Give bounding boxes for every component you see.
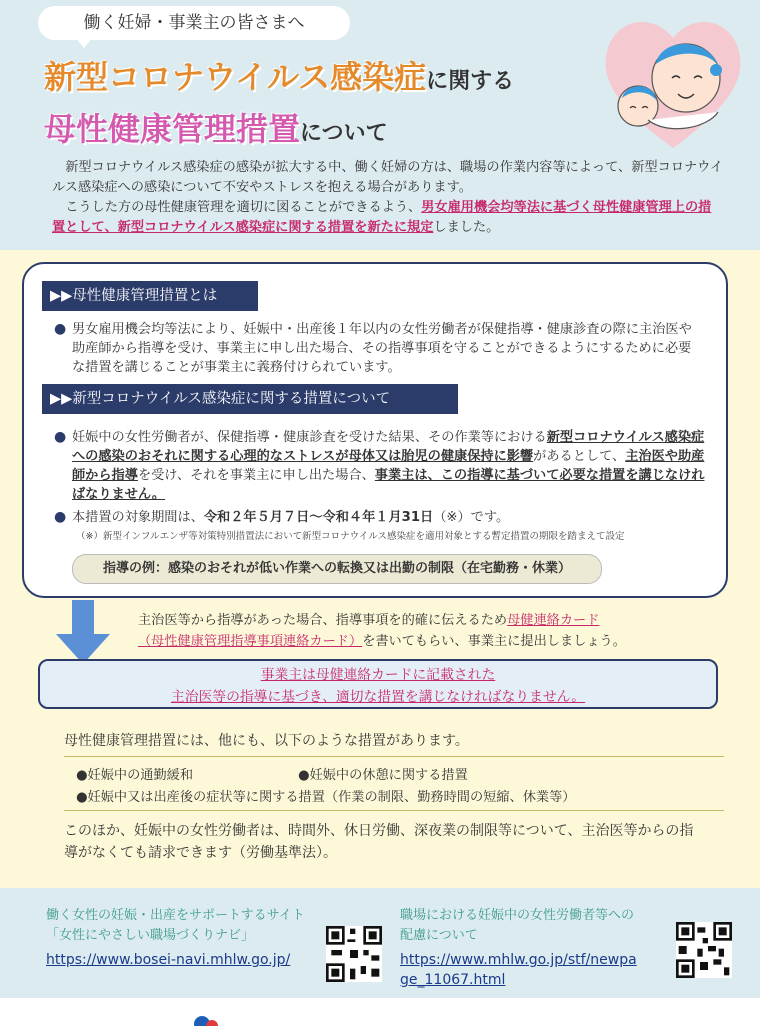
bullet-icon: ● [54,321,67,337]
intro-highlight: 男女雇用機会均等法に基づく母性健康管理上の措置として、新型コロナウイルス感染症に関する措置を新たに規定 [52,200,712,235]
title-main-pink: 母性健康管理措置 [44,110,301,148]
card-text-a: 主治医等から指導があった場合、指導事項を的確に伝えるため [138,613,508,628]
intro-paragraph [52,158,724,238]
other-measure-commute: ●妊娠中の通勤緩和 [76,768,194,783]
bullet-icon: ● [54,509,67,525]
boken-card-link[interactable]: 母健連絡カード [507,613,600,628]
site1-title-1: 働く女性の妊娠・出産をサポートするサイト [46,908,305,923]
down-arrow-icon [56,600,110,664]
other-measures-heading: 母性健康管理措置には、他にも、以下のような措置があります。 [64,730,724,757]
qr-code-icon [676,922,732,978]
site2-title-2: 配慮について [400,928,478,943]
s2b1-emphasis-doctor: 主治医や助産師から指導 [72,449,705,483]
bottom-strip [0,998,760,1023]
card-instruction [138,610,698,652]
section2-bullet-2 [54,508,706,527]
other-measure-rest: ●妊娠中の休憩に関する措置 [298,768,468,783]
section-header-maternity: ▶▶母性健康管理措置とは [42,281,258,311]
s2b1-text-a: 妊娠中の女性労働者が、保健指導・健康診査を受けた結果、その作業等における [72,430,547,445]
intro-text-2a: こうした方の母性健康管理を適切に図ることができるよう、 [65,200,422,215]
section-header-covid: ▶▶新型コロナウイルス感染症に関する措置について [42,384,458,414]
card-text-b: を書いてもらい、事業主に提出しましょう。 [362,634,626,649]
guidance-example: 指導の例：感染のおそれが低い作業への転換又は出勤の制限（在宅勤務・休業） [72,554,602,584]
s2b1-text-c: があるとして、 [533,449,626,464]
site1-url-link[interactable]: https://www.bosei-navi.mhlw.go.jp/ [46,952,291,968]
boken-card-fullname-link[interactable]: （母性健康管理指導事項連絡カード） [138,634,363,649]
other-measure-symptoms: ●妊娠中又は出産後の症状等に関する措置（作業の制限、勤務時間の短縮、休業等） [76,790,576,805]
duty-line-2: 主治医等の指導に基づき、適切な措置を講じなければなりません。 [170,689,586,705]
title-main-orange: 新型コロナウイルス感染症 [44,58,427,96]
section2-bullet-1 [54,428,706,504]
period-footnote: （※）新型インフルエンザ等対策特別措置法において新型コロナウイルス感染症を適用対象とする暫定措置の期限を踏まえて設定 [76,531,625,542]
section1-text: 男女雇用機会均等法により、妊娠中・出産後１年以内の女性労働者が保健指導・健康診査の際に主治医や助産師から指導を受け、事業主に申し出た場合、その指導事項を守ることができるようにするために必要な措置を講じることが事業主に義務付けられています。 [72,322,692,375]
intro-text-2 [52,198,724,238]
site2-url-link-2[interactable]: ge_11067.html [400,972,506,988]
s2b1-text-e: を受け、それを事業主に申し出た場合、 [137,468,375,483]
mother-baby-illustration [598,8,748,156]
target-period: 令和２年５月７日〜令和４年１月31日 [203,510,434,525]
s2b2-text-a: 本措置の対象期間は、 [72,510,204,525]
title-line-1 [44,52,514,98]
bullet-icon: ● [54,429,67,445]
title-suffix-2: について [300,121,388,146]
site2-title-1: 職場における妊娠中の女性労働者等への [400,908,635,923]
labor-standards-note: このほか、妊娠中の女性労働者は、時間外、休日労働、深夜業の制限等について、主治医等からの指導がなくても請求できます（労働基準法）。 [64,823,694,861]
logo-mark [190,1010,230,1026]
s2b1-emphasis-stress: 新型コロナウイルス感染症への感染のおそれに関する心理的なストレスが母体又は胎児の健康保持に影響 [72,430,705,464]
duty-line-1: 事業主は母健連絡カードに記載された [260,667,496,683]
intro-text-2c: しました。 [433,220,500,235]
site2-url-link-1[interactable]: https://www.mhlw.go.jp/stf/newpa [400,952,637,968]
employer-duty-box [38,659,718,709]
qr-code-icon [326,926,382,982]
audience-tag: 働く妊婦・事業主の皆さまへ [38,6,350,40]
s2b1-emphasis-duty: 事業主は、この指導に基づいて必要な措置を講じなければなりません。 [72,468,705,502]
title-line-2 [44,104,388,150]
site1-title-2: 「女性にやさしい職場づくりナビ」 [46,928,255,943]
section1-bullet [54,320,698,377]
divider [64,810,724,811]
s2b2-text-c: （※）です。 [433,510,510,525]
title-suffix-1: に関する [426,69,515,94]
intro-text-1: 新型コロナウイルス感染症の感染が拡大する中、働く妊婦の方は、職場の作業内容等によって、新型コロナウイルス感染症への感染について不安やストレスを抱える場合があります。 [52,160,724,195]
